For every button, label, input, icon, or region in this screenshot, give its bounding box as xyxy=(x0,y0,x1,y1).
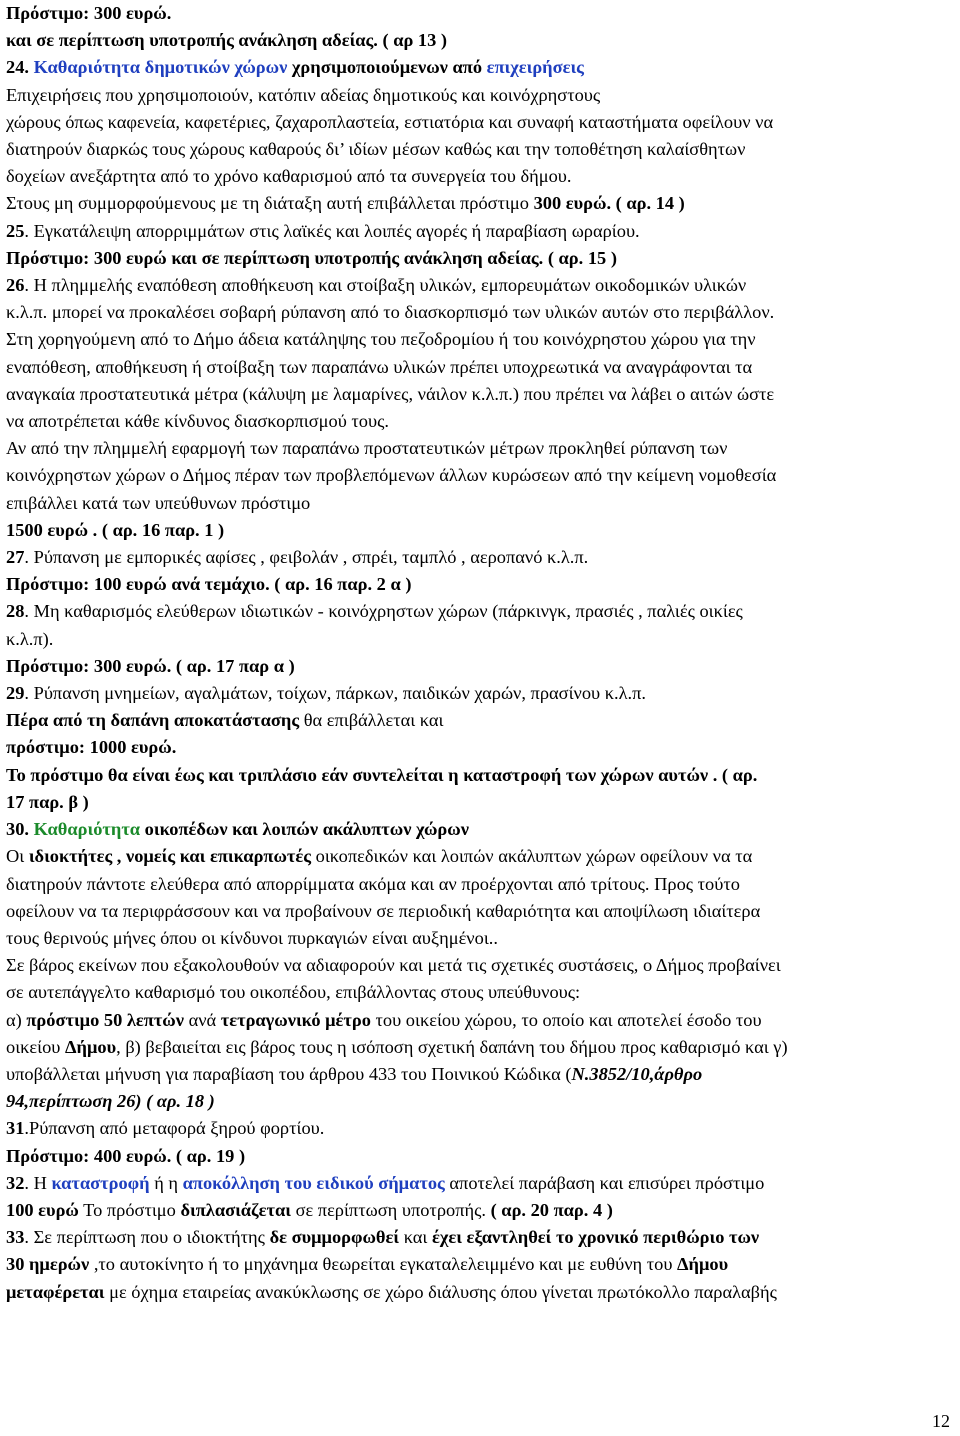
text-run: σε περίπτωση υποτροπής. xyxy=(290,1199,491,1220)
text-line xyxy=(6,734,956,761)
text-run: Πρόστιμο: 300 ευρώ. ( αρ. 17 παρ α ) xyxy=(6,655,295,676)
text-run: κ.λ.π. μπορεί να προκαλέσει σοβαρή ρύπανση από το διασκορπισμό των υλικών αυτών στο περιβάλλον. xyxy=(6,302,775,323)
text-run: 1500 ευρώ . ( αρ. 16 παρ. 1 ) xyxy=(6,519,225,540)
text-line xyxy=(6,354,956,381)
text-run: αποτελεί παράβαση και επισύρει πρόστιμο xyxy=(444,1172,765,1193)
text-run: . Ρύπανση μνημείων, αγαλμάτων, τοίχων, πάρκων, παιδικών χαρών, πρασίνου κ.λ.π. xyxy=(24,683,646,704)
text-run: επιχειρήσεις xyxy=(486,57,584,78)
text-run: 24. xyxy=(6,57,34,78)
text-line xyxy=(6,408,956,435)
text-run: του οικείου χώρου, το οποίο και αποτελεί έσοδο του xyxy=(370,1009,762,1030)
text-run: Καθαριότητα xyxy=(33,819,141,840)
text-line xyxy=(6,571,956,598)
text-line xyxy=(6,272,956,299)
text-line xyxy=(6,1143,956,1170)
text-line xyxy=(6,653,956,680)
text-run: ιδιοκτήτες , νομείς και επικαρπωτές xyxy=(28,846,312,867)
text-run: α) xyxy=(6,1009,27,1030)
text-line xyxy=(6,462,956,489)
text-run: 33 xyxy=(6,1227,25,1248)
text-run: 32 xyxy=(6,1172,25,1193)
text-run: 25 xyxy=(6,220,25,241)
text-line xyxy=(6,1251,956,1278)
text-run: οικείου xyxy=(6,1036,65,1057)
text-line xyxy=(6,816,956,843)
text-run: ανά xyxy=(183,1009,221,1030)
text-run: Επιχειρήσεις που χρησιμοποιούν, κατόπιν αδείας δημοτικούς και κοινόχρηστους xyxy=(6,84,601,105)
text-line xyxy=(6,1034,956,1061)
text-run: δε συμμορφωθεί xyxy=(269,1227,400,1248)
text-run: θα επιβάλλεται και xyxy=(299,710,444,731)
text-run: Στους μη συμμορφούμενους με τη διάταξη αυτή επιβάλλεται πρόστιμο xyxy=(6,193,534,214)
text-line xyxy=(6,1197,956,1224)
text-run: 29 xyxy=(6,683,25,704)
text-run: Ν.3852/10,άρθρο xyxy=(571,1063,703,1084)
text-run: πρόστιμο: 1000 ευρώ. xyxy=(6,737,177,758)
text-run: 300 ευρώ. ( αρ. 14 ) xyxy=(533,193,685,214)
text-run: δοχείων ανεξάρτητα από το χρόνο καθαρισμού από τα συνεργεία του δήμου. xyxy=(6,166,572,187)
text-run: . Μη καθαρισμός ελεύθερων ιδιωτικών - κοινόχρηστων χώρων (πάρκινγκ, πρασιές , παλιές οικίες xyxy=(24,601,743,622)
text-line xyxy=(6,381,956,408)
text-run: 26 xyxy=(6,275,25,296)
text-line xyxy=(6,136,956,163)
text-run: οφείλουν να τα περιφράσσουν και να προβαίνουν σε περιοδική καθαριότητα και αποψίλωση ιδιαίτερα xyxy=(6,900,761,921)
text-run: Πρόστιμο: 100 ευρώ ανά τεμάχιο. ( αρ. 16 παρ. 2 α ) xyxy=(6,574,412,595)
text-run: Δήμου xyxy=(64,1036,117,1057)
text-line xyxy=(6,1224,956,1251)
text-line xyxy=(6,435,956,462)
text-line xyxy=(6,54,956,81)
text-line xyxy=(6,952,956,979)
text-run: καταστροφή xyxy=(51,1172,150,1193)
page-number: 12 xyxy=(932,1411,950,1431)
text-run: σε αυτεπάγγελτο καθαρισμό του οικοπέδου, επιβάλλοντας στους υπεύθυνους: xyxy=(6,982,581,1003)
text-line xyxy=(6,1279,956,1306)
text-run: . Η πλημμελής εναπόθεση αποθήκευση και στοίβαξη υλικών, εμπορευμάτων οικοδομικών υλικών xyxy=(24,275,747,296)
text-line xyxy=(6,218,956,245)
text-line xyxy=(6,598,956,625)
text-run: 17 παρ. β ) xyxy=(6,791,89,812)
text-line xyxy=(6,299,956,326)
text-run: διπλασιάζεται xyxy=(180,1199,291,1220)
text-line xyxy=(6,762,956,789)
text-run: πρόστιμο 50 λεπτών xyxy=(26,1009,184,1030)
text-run: τετραγωνικό μέτρο xyxy=(220,1009,371,1030)
text-line xyxy=(6,707,956,734)
text-line xyxy=(6,490,956,517)
text-run: .Ρύπανση από μεταφορά ξηρού φορτίου. xyxy=(24,1118,325,1139)
text-run: , β) βεβαιείται εις βάρος τους η ισόποση σχετική δαπάνη του δήμου προς καθαρισμό και γ) xyxy=(116,1036,788,1057)
text-line xyxy=(6,843,956,870)
text-line xyxy=(6,163,956,190)
text-run: . Ρύπανση με εμπορικές αφίσες , φειβολάν , σπρέι, ταμπλό , αεροπανό κ.λ.π. xyxy=(24,547,589,568)
text-run: έχει εξαντληθεί το χρονικό περιθώριο των xyxy=(431,1227,760,1248)
text-run: 30. xyxy=(6,819,34,840)
text-line xyxy=(6,0,956,27)
text-line xyxy=(6,898,956,925)
text-run: ,το αυτοκίνητο ή το μηχάνημα θεωρείται εγκαταλελειμμένο και με ευθύνη του xyxy=(89,1254,678,1275)
document-body xyxy=(6,0,956,1306)
text-run: χρησιμοποιούμενων από xyxy=(287,57,487,78)
text-line xyxy=(6,544,956,571)
text-run: 94,περίπτωση 26) ( αρ. 18 ) xyxy=(6,1091,215,1112)
text-line xyxy=(6,979,956,1006)
text-run: Το πρόστιμο θα είναι έως και τριπλάσιο εάν συντελείται η καταστροφή των χώρων αυτών . ( αρ. xyxy=(6,764,758,785)
text-line xyxy=(6,190,956,217)
text-run: οικοπέδων και λοιπών ακάλυπτων χώρων xyxy=(140,819,469,840)
text-run: επιβάλλει κατά των υπεύθυνων πρόστιμο xyxy=(6,492,311,513)
text-run: . Η xyxy=(24,1172,52,1193)
text-run: ( αρ. 20 παρ. 4 ) xyxy=(490,1199,613,1220)
text-run: διατηρούν διαρκώς τους χώρους καθαρούς δι’ ιδίων μέσων καθώς και την τοποθέτηση καλαίσθητων xyxy=(6,139,746,160)
text-run: τους θερινούς μήνες όπου οι κίνδυνοι πυρκαγιών είναι αυξημένοι.. xyxy=(6,927,498,948)
text-line xyxy=(6,1115,956,1142)
text-line xyxy=(6,680,956,707)
text-run: . Σε περίπτωση που ο ιδιοκτήτης xyxy=(24,1227,270,1248)
text-run: 30 ημερών xyxy=(6,1254,90,1275)
text-run: και xyxy=(399,1227,432,1248)
text-run: 27 xyxy=(6,547,25,568)
text-run: 28 xyxy=(6,601,25,622)
text-line xyxy=(6,1170,956,1197)
text-run: υποβάλλεται μήνυση για παραβίαση του άρθρου 433 του Ποινικού Κώδικα ( xyxy=(6,1063,572,1084)
text-run: Πρόστιμο: 400 ευρώ. ( αρ. 19 ) xyxy=(6,1145,246,1166)
text-line xyxy=(6,1061,956,1088)
text-run: αναγκαία προστατευτικά μέτρα (κάλυψη με λαμαρίνες, νάιλον κ.λ.π.) που πρέπει να λάβει ο αιτών ώστε xyxy=(6,383,775,404)
text-run: εναπόθεση, αποθήκευση ή στοίβαξη των παραπάνω υλικών πρέπει υποχρεωτικά να αναγράφονται τα xyxy=(6,356,753,377)
text-run: μεταφέρεται xyxy=(6,1281,105,1302)
text-line xyxy=(6,517,956,544)
text-run: οικοπεδικών και λοιπών ακάλυπτων χώρων οφείλουν να τα xyxy=(311,846,753,867)
text-run: Πέρα από τη δαπάνη αποκατάστασης xyxy=(6,710,300,731)
text-line xyxy=(6,109,956,136)
text-line xyxy=(6,871,956,898)
text-run: . Εγκατάλειψη απορριμμάτων στις λαϊκές και λοιπές αγορές ή παραβίαση ωραρίου. xyxy=(24,220,640,241)
text-line xyxy=(6,789,956,816)
text-run: Σε βάρος εκείνων που εξακολουθούν να αδιαφορούν και μετά τις σχετικές συστάσεις, ο Δήμος προβαίνει xyxy=(6,955,781,976)
text-run: ή η xyxy=(149,1172,183,1193)
text-line xyxy=(6,82,956,109)
text-line xyxy=(6,27,956,54)
text-run: Δήμου xyxy=(677,1254,729,1275)
text-run: κ.λ.π). xyxy=(6,628,54,649)
text-run: Πρόστιμο: 300 ευρώ και σε περίπτωση υποτροπής ανάκληση αδείας. ( αρ. 15 ) xyxy=(6,247,617,268)
text-run: Πρόστιμο: 300 ευρώ. xyxy=(6,3,172,23)
text-line xyxy=(6,1088,956,1115)
text-line xyxy=(6,326,956,353)
text-run: Το πρόστιμο xyxy=(78,1199,181,1220)
text-run: διατηρούν πάντοτε ελεύθερα από απορρίμματα ακόμα και αν προέρχονται από τρίτους. Προς τούτο xyxy=(6,873,740,894)
text-run: και σε περίπτωση υποτροπής ανάκληση αδείας. ( αρ 13 ) xyxy=(6,30,448,51)
text-run: αποκόλληση του ειδικού σήματος xyxy=(182,1172,445,1193)
text-run: κοινόχρηστων χώρων ο Δήμος πέραν των προβλεπόμενων άλλων κυρώσεων από την κείμενη νομοθεσία xyxy=(6,465,777,486)
text-line xyxy=(6,925,956,952)
text-run: με όχημα εταιρείας ανακύκλωσης σε χώρο διάλυσης όπου γίνεται πρωτόκολλο παραλαβής xyxy=(104,1281,777,1302)
text-run: 31 xyxy=(6,1118,25,1139)
text-line xyxy=(6,1007,956,1034)
text-line xyxy=(6,626,956,653)
text-run: Οι xyxy=(6,846,29,867)
text-run: Στη χορηγούμενη από το Δήμο άδεια κατάληψης του πεζοδρομίου ή του κοινόχρηστου χώρου για την xyxy=(6,329,756,350)
text-run: χώρους όπως καφενεία, καφετέριες, ζαχαροπλαστεία, εστιατόρια και συναφή καταστήματα οφείλουν να xyxy=(6,111,774,132)
text-line xyxy=(6,245,956,272)
text-run: Αν από την πλημμελή εφαρμογή των παραπάνω προστατευτικών μέτρων προκληθεί ρύπανση των xyxy=(6,438,728,459)
text-run: 100 ευρώ xyxy=(6,1199,79,1220)
text-run: Καθαριότητα δημοτικών χώρων xyxy=(33,57,288,78)
text-run: να αποτρέπεται κάθε κίνδυνος διασκορπισμού τους. xyxy=(6,411,389,432)
